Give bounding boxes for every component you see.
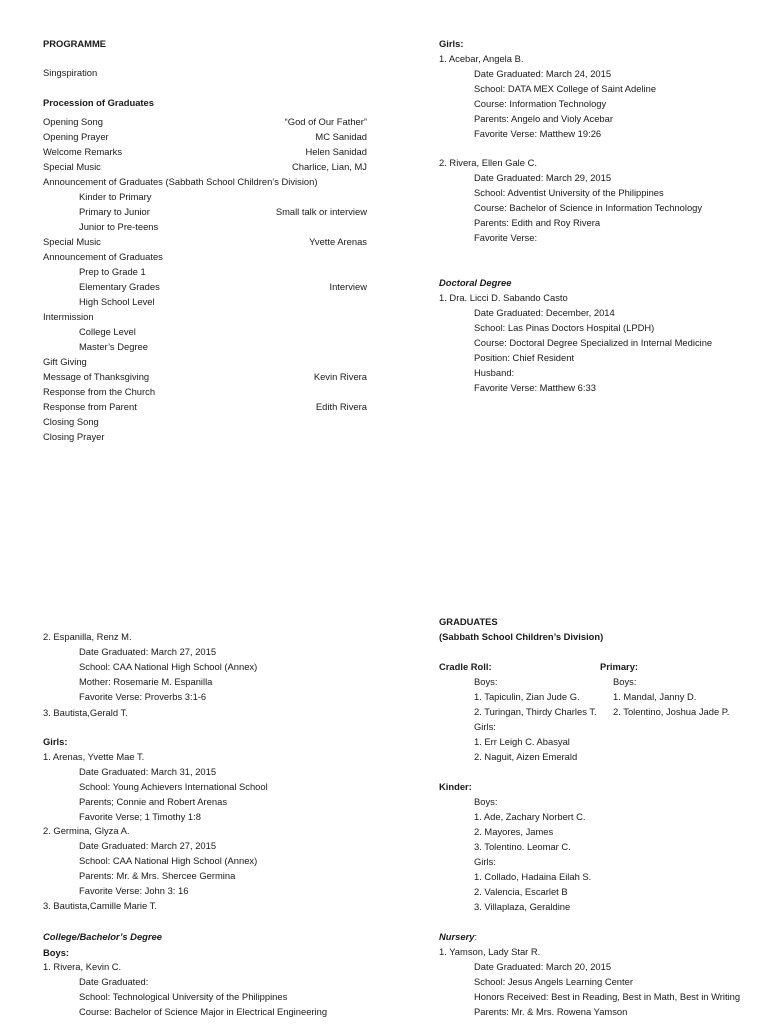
programme-item: College Level xyxy=(79,326,136,337)
detail-line: School: Las Pinas Doctors Hospital (LPDH) xyxy=(474,322,655,333)
kinder-heading: Kinder: xyxy=(439,781,472,792)
detail-line: Date Graduated: March 24, 2015 xyxy=(474,68,612,79)
programme-item: Special Music xyxy=(43,161,101,172)
programme-item: Opening Song xyxy=(43,116,103,127)
nursery-heading-line xyxy=(439,931,477,942)
programme-detail: Small talk or interview xyxy=(275,206,367,217)
graduate-name: 2. Germina, Glyza A. xyxy=(43,825,130,836)
graduate-name: 3. Bautista,Gerald T. xyxy=(43,707,128,718)
graduates-heading: GRADUATES xyxy=(439,616,498,627)
programme-item: Elementary Grades xyxy=(79,281,160,292)
list-item: 1. Mandal, Janny D. xyxy=(613,691,697,702)
graduate-name: 2. Espanilla, Renz M. xyxy=(43,631,132,642)
graduate-name: 1. Yamson, Lady Star R. xyxy=(439,946,541,957)
programme-detail: Edith Rivera xyxy=(315,401,367,412)
detail-line: School: DATA MEX College of Saint Adeline xyxy=(474,83,657,94)
programme-item: High School Level xyxy=(79,296,155,307)
list-item: 3. Tolentino. Leomar C. xyxy=(474,841,571,852)
detail-line: Date Graduated: March 29, 2015 xyxy=(474,172,612,183)
detail-line: Parents: Mr. & Mrs. Shercee Germina xyxy=(79,870,236,881)
programme-detail: Yvette Arenas xyxy=(309,236,367,247)
detail-line: Parents: Mr. & Mrs. Rowena Yamson xyxy=(474,1006,628,1017)
programme-item: Response from the Church xyxy=(43,386,156,397)
programme-item: Intermission xyxy=(43,311,94,322)
cradle-roll-heading: Cradle Roll: xyxy=(439,661,492,672)
graduate-name: 3. Bautista,Camille Marie T. xyxy=(43,900,157,911)
college-heading: College/Bachelor’s Degree xyxy=(43,931,162,942)
detail-line: School: Adventist University of the Philippines xyxy=(474,187,664,198)
programme-detail: Charlice, Lian, MJ xyxy=(291,161,367,172)
programme-item: Opening Prayer xyxy=(43,131,109,142)
programme-detail: Kevin Rivera xyxy=(313,371,367,382)
programme-item: Announcement of Graduates (Sabbath School Children’s Division) xyxy=(43,176,318,187)
girls-heading-college: Girls: xyxy=(439,38,464,49)
nursery-heading: Nursery xyxy=(439,931,475,942)
detail-line: School: CAA National High School (Annex) xyxy=(79,855,258,866)
detail-line: School: Young Achievers International School xyxy=(79,781,268,792)
list-item: 2. Valencia, Escarlet B xyxy=(474,886,568,897)
programme-item: Special Music xyxy=(43,236,101,247)
list-item: 2. Mayores, James xyxy=(474,826,554,837)
programme-item: Closing Song xyxy=(43,416,99,427)
detail-line: Favorite Verse: xyxy=(474,232,538,243)
detail-line: Course: Information Technology xyxy=(474,98,607,109)
cradle-girls-label: Girls: xyxy=(474,721,496,732)
list-item: 1. Ade, Zachary Norbert C. xyxy=(474,811,586,822)
programme-item: Message of Thanksgiving xyxy=(43,371,150,382)
graduate-name: 1. Dra. Licci D. Sabando Casto xyxy=(439,292,568,303)
programme-item: Primary to Junior xyxy=(79,206,150,217)
kinder-girls-label: Girls: xyxy=(474,856,496,867)
list-item: 2. Turingan, Thirdy Charles T. xyxy=(474,706,597,717)
detail-line: Parents; Connie and Robert Arenas xyxy=(79,796,228,807)
programme-detail: Interview xyxy=(329,281,367,292)
list-item: 1. Collado, Hadaina Eilah S. xyxy=(474,871,592,882)
primary-heading: Primary: xyxy=(600,661,639,672)
programme-item: Kinder to Primary xyxy=(79,191,152,202)
singspiration: Singspiration xyxy=(43,67,98,78)
detail-line: Date Graduated: xyxy=(79,976,149,987)
graduate-name: 1. Arenas, Yvette Mae T. xyxy=(43,751,145,762)
boys-heading-college: Boys: xyxy=(43,947,70,958)
detail-line: Course: Doctoral Degree Specialized in Internal Medicine xyxy=(474,337,713,348)
detail-line: Favorite Verse; 1 Timothy 1:8 xyxy=(79,811,201,822)
graduate-name: 1. Acebar, Angela B. xyxy=(439,53,524,64)
programme-detail: Helen Sanidad xyxy=(305,146,367,157)
programme-detail: “God of Our Father” xyxy=(284,116,367,127)
procession-heading: Procession of Graduates xyxy=(43,97,154,108)
programme-item: Announcement of Graduates xyxy=(43,251,163,262)
graduate-name: 1. Rivera, Kevin C. xyxy=(43,961,122,972)
list-item: 3. Villaplaza, Geraldine xyxy=(474,901,571,912)
list-item: 2. Tolentino, Joshua Jade P. xyxy=(613,706,730,717)
programme-item: Gift Giving xyxy=(43,356,87,367)
detail-line: Course: Bachelor of Science Major in Electrical Engineering xyxy=(79,1006,328,1017)
list-item: 2. Naguit, Aizen Emerald xyxy=(474,751,578,762)
detail-line: School: CAA National High School (Annex) xyxy=(79,661,258,672)
graduate-name: 2. Rivera, Ellen Gale C. xyxy=(439,157,537,168)
detail-line: Date Graduated: December, 2014 xyxy=(474,307,615,318)
programme-item: Closing Prayer xyxy=(43,431,105,442)
programme-item: Welcome Remarks xyxy=(43,146,123,157)
detail-line: Parents: Angelo and Violy Acebar xyxy=(474,113,613,124)
detail-line: Favorite Verse: Matthew 19:26 xyxy=(474,128,602,139)
list-item: 1. Err Leigh C. Abasyal xyxy=(474,736,570,747)
detail-line: School: Jesus Angels Learning Center xyxy=(474,976,633,987)
programme-item: Response from Parent xyxy=(43,401,137,412)
detail-line: Date Graduated: March 31, 2015 xyxy=(79,766,217,777)
list-item: 1. Tapiculin, Zian Jude G. xyxy=(474,691,580,702)
detail-line: Favorite Verse: John 3: 16 xyxy=(79,885,189,896)
detail-line: Favorite Verse: Proverbs 3:1-6 xyxy=(79,691,207,702)
detail-line: Date Graduated: March 20, 2015 xyxy=(474,961,612,972)
doctoral-heading: Doctoral Degree xyxy=(439,277,512,288)
nursery-colon: : xyxy=(474,931,478,942)
detail-line: Position: Chief Resident xyxy=(474,352,575,363)
graduates-subheading: (Sabbath School Children’s Division) xyxy=(439,631,604,642)
detail-line: Date Graduated: March 27, 2015 xyxy=(79,840,217,851)
kinder-boys-label: Boys: xyxy=(474,796,498,807)
programme-item: Prep to Grade 1 xyxy=(79,266,146,277)
programme-item: Master’s Degree xyxy=(79,341,148,352)
primary-boys-label: Boys: xyxy=(613,676,637,687)
detail-line: Date Graduated: March 27, 2015 xyxy=(79,646,217,657)
programme-detail: MC Sanidad xyxy=(315,131,367,142)
detail-line: School: Technological University of the Philippines xyxy=(79,991,288,1002)
detail-line: Honors Received: Best in Reading, Best in Math, Best in Writing xyxy=(474,991,741,1002)
programme-item: Junior to Pre-teens xyxy=(79,221,159,232)
girls-heading-highschool: Girls: xyxy=(43,736,68,747)
detail-line: Mother: Rosemarie M. Espanilla xyxy=(79,676,213,687)
detail-line: Parents: Edith and Roy Rivera xyxy=(474,217,601,228)
cradle-boys-label: Boys: xyxy=(474,676,498,687)
detail-line: Course: Bachelor of Science in Information Technology xyxy=(474,202,703,213)
detail-line: Favorite Verse: Matthew 6:33 xyxy=(474,382,596,393)
detail-line: Husband: xyxy=(474,367,515,378)
programme-heading: PROGRAMME xyxy=(43,38,107,49)
